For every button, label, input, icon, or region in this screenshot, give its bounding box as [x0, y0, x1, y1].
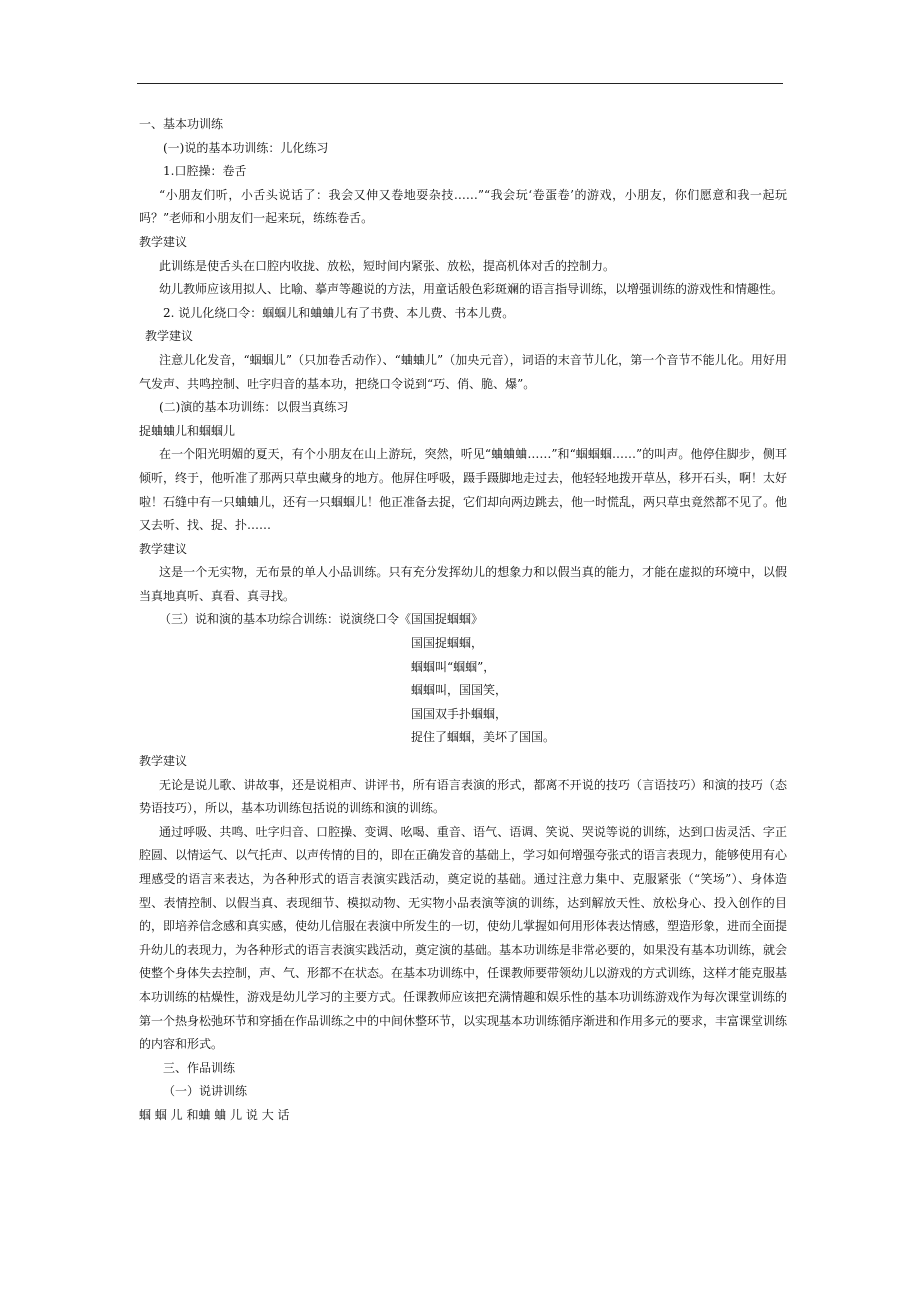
subsection-heading-acting: (二)演的基本功训练：以假当真练习 [159, 400, 349, 415]
paragraph-story: 在一个阳光明媚的夏天，有个小朋友在山上游玩，突然，听见“蛐蛐蛐……”和“蝈蝈蝈……”的叫声。他停住脚步，侧耳倾听，终于，他听准了那两只草虫藏身的地方。他屏住呼吸，蹑手蹑脚地走过去，他轻轻地拨开草丛，移开石头，啊！太好啦！石缝中有一只蛐蛐儿，还有一只蝈蝈儿！他正准备去捉，它们却向两边跳去，他一时慌乱，两只草虫竟然都不见了。他又去听、找、捉、扑…… [139, 447, 788, 533]
paragraph-language-performance: 无论是说儿歌、讲故事，还是说相声、讲评书，所有语言表演的形式，都离不开说的技巧（言语技巧）和演的技巧（态势语技巧），所以，基本功训练包括说的训练和演的训练。 [139, 777, 787, 816]
subsection-heading-speaking: (一)说的基本功训练：儿化练习 [163, 140, 329, 155]
poem-line: 国国双手扑蝈蝈， [411, 706, 508, 721]
paragraph-teacher-method: 幼儿教师应该用拟人、比喻、摹声等趣说的方法，用童话般色彩斑斓的语言指导训练，以增强训练的游戏性和情趣性。 [159, 282, 784, 297]
header-rule [137, 83, 783, 84]
poem-line: 蝈蝈叫，国国笑， [411, 683, 508, 698]
poem-line: 捉住了蝈蝈，美坏了国国。 [411, 730, 556, 745]
teaching-tip-label: 教学建议 [139, 754, 188, 769]
section-heading-works-training: 三、作品训练 [163, 1060, 236, 1075]
poem-line: 蝈蝈叫“蝈蝈”， [411, 659, 496, 674]
teaching-tip-label: 教学建议 [145, 329, 194, 344]
subsection-heading-storytelling: （一）说讲训练 [163, 1084, 248, 1099]
item-heading-oral-exercise: 1.口腔操：卷舌 [163, 164, 247, 179]
document-body [139, 113, 787, 1128]
item-heading-tongue-twister: 2. 说儿化绕口令：蝈蝈儿和蛐蛐儿有了书费、本儿费、书本儿费。 [163, 305, 515, 320]
paragraph-tongue-dialogue: “小朋友们听，小舌头说话了：我会又伸又卷地耍杂技……”“我会玩‘卷蛋卷’的游戏，小朋友，你们愿意和我一起玩吗？”老师和小朋友们一起来玩，练练卷舌。 [139, 187, 787, 226]
paragraph-solo-sketch: 这是一个无实物，无布景的单人小品训练。只有充分发挥幼儿的想象力和以假当真的能力，才能在虚拟的环境中，以假当真地真听、真看、真寻找。 [139, 565, 787, 603]
work-title: 蝈 蝈 儿 和蛐 蛐 儿 说 大 话 [139, 1107, 290, 1122]
story-title-catch-crickets: 捉蛐蛐儿和蝈蝈儿 [139, 423, 236, 438]
teaching-tip-label: 教学建议 [139, 234, 188, 249]
subsection-heading-combined: （三）说和演的基本功综合训练：说演绕口令《国国捉蝈蝈》 [159, 612, 484, 627]
poem-line: 国国捉蝈蝈， [411, 636, 484, 651]
section-heading-basic-training: 一、基本功训练 [139, 117, 224, 131]
paragraph-tongue-control: 此训练是使舌头在口腔内收拢、放松，短时间内紧张、放松，提高机体对舌的控制力。 [159, 258, 616, 273]
teaching-tip-label: 教学建议 [139, 541, 188, 556]
paragraph-erhua-pronunciation: 注意儿化发音，“蝈蝈儿”（只加卷舌动作）、“蛐蛐儿”（加央元音），词语的末音节儿化，第一个音节不能儿化。用好用气发声、共鸣控制、吐字归音的基本功，把绕口令说到“巧、俏、脆、爆”。 [139, 352, 787, 391]
paragraph-training-methods: 通过呼吸、共鸣、吐字归音、口腔操、变调、吆喝、重音、语气、语调、笑说、哭说等说的训练，达到口齿灵活、字正腔圆、以情运气、以气托声、以声传情的目的，即在正确发音的基础上，学习如何增强夸张式的语言表现力，能够使用有心理感受的语言来表达，为各种形式的语言表演实践活动，奠定说的基础。通过注意力集中、克服紧张（“笑场”）、身体造型、表情控制、以假当真、表现细节、模拟动物、无实物小品表演等演的训练，达到解放天性、放松身心、投入创作的目的，即培养信念感和真实感，使幼儿信服在表演中所发生的一切，使幼儿掌握如何用形体表达情感，塑造形象，进而全面提升幼儿的表现力，为各种形式的语言表演实践活动，奠定演的基础。基本功训练是非常必要的，如果没有基本功训练，就会使整个身体失去控制，声、气、形都不在状态。在基本功训练中，任课教师要带领幼儿以游戏的方式训练，这样才能克服基本功训练的枯燥性，游戏是幼儿学习的主要方式。任课教师应该把充满情趣和娱乐性的基本功训练游戏作为每次课堂训练的第一个热身松弛环节和穿插在作品训练之中的中间休整环节，以实现基本功训练循序渐进和作用多元的要求，丰富课堂训练的内容和形式。 [139, 824, 788, 1052]
